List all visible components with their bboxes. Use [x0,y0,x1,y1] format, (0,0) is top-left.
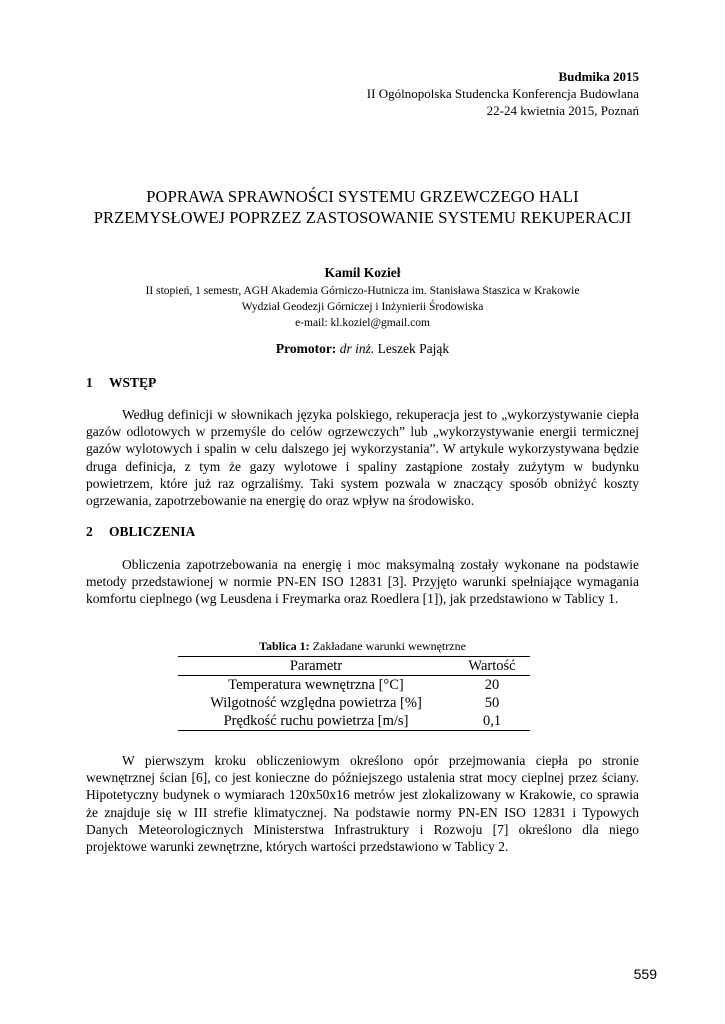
author-affiliation-1: II stopień, 1 semestr, AGH Akademia Górniczo-Hutnicza im. Stanisława Staszica w Krakowie [145,285,580,297]
conference-full-name: II Ogólnopolska Studencka Konferencja Budowlana [366,86,639,101]
author-email: e-mail: kl.koziel@gmail.com [295,317,430,329]
paragraph-calc-2: W pierwszym kroku obliczeniowym określono opór przejmowania ciepła po stronie wewnętrznej ścian [6], co jest konieczne do późniejszego ustalenia strat mocy cieplnej przez ściany. Hipotetyczny budynek o wymiarach 120x50x16 metrów jest zlokalizowany w Krakowie, co sprawia że znajduje się w III strefie klimatycznej. Na podstawie normy PN-EN ISO 12831 i Typowych Danych Meteorologicznych Ministerstwa Infrastruktury i Rozwoju [7] określono dla niego projektowe warunki zewnętrzne, których wartości przedstawiono w Tablicy 2. [86,753,639,855]
table-header-cell: Wartość [468,657,516,674]
table-row [178,694,530,712]
table-cell: 0,1 [482,712,502,729]
conference-header [367,68,639,119]
table-row [178,712,530,731]
page-number: 559 [633,966,657,982]
section-number: 1 [86,375,93,390]
promotor-line [86,340,639,357]
section-title: WSTĘP [109,375,157,390]
paragraph-intro: Według definicji w słownikach języka polskiego, rekuperacja jest to „wykorzystywanie ciepła gazów odlotowych w przemyśle do celów ogrzewczych” lub „wykorzystywanie energii termicznej gazów wylotowych i spalin w celu dalszego jej wykorzystania”. W artykule wykorzystywana będzie druga definicja, z tym że gazy wylotowe i spaliny zastąpione zostały zużytym w budynku powietrzem, które już raz ogrzaliśmy. Taki system pozwala w znaczący sposób obniżyć koszty ogrzewania, zapotrzebowanie na energię do oraz wpływ na środowisko. [86,407,639,509]
section-title: OBLICZENIA [109,524,196,539]
section-number: 2 [86,524,93,539]
conference-name: Budmika 2015 [558,69,639,84]
table-caption-label: Tablica 1: [259,639,310,653]
author-block [86,264,639,331]
section-heading-2 [86,523,195,540]
title-line-2: PRZEMYSŁOWEJ POPRZEZ ZASTOSOWANIE SYSTEMU REKUPERACJI [93,208,632,227]
table-1 [178,656,530,731]
table-header-cell: Parametr [289,657,343,674]
table-caption [86,638,639,654]
paper-title [86,186,639,228]
table-cell: Temperatura wewnętrzna [°C] [228,676,404,693]
table-caption-text: Zakładane warunki wewnętrzne [312,639,466,653]
section-heading-1 [86,374,156,391]
table-header-row [178,657,530,676]
table-cell: Prędkość ruchu powietrza [m/s] [223,712,409,729]
paragraph-calc-1: Obliczenia zapotrzebowania na energię i moc maksymalną zostały wykonane na podstawie metody przedstawionej w normie PN-EN ISO 12831 [3]. Przyjęto warunki spełniające wymagania komfortu cieplnego (wg Leusdena i Freymarka oraz Roedlera [1]), jak przedstawiono w Tablicy 1. [86,557,639,607]
table-cell: Wilgotność względna powietrza [%] [210,694,422,711]
promotor-label: Promotor: [275,341,337,356]
conference-dates: 22-24 kwietnia 2015, Poznań [486,103,639,118]
author-affiliation-2: Wydział Geodezji Górniczej i Inżynierii Środowiska [241,301,484,313]
table-cell: 50 [484,694,500,711]
author-name: Kamil Kozieł [324,265,401,280]
table-cell: 20 [484,676,500,693]
title-line-1: POPRAWA SPRAWNOŚCI SYSTEMU GRZEWCZEGO HALI [146,187,579,206]
table-row [178,676,530,695]
promotor-name: Leszek Pająk [377,341,450,356]
conditions-table [178,656,530,731]
promotor-degree: dr inż. [339,341,375,356]
